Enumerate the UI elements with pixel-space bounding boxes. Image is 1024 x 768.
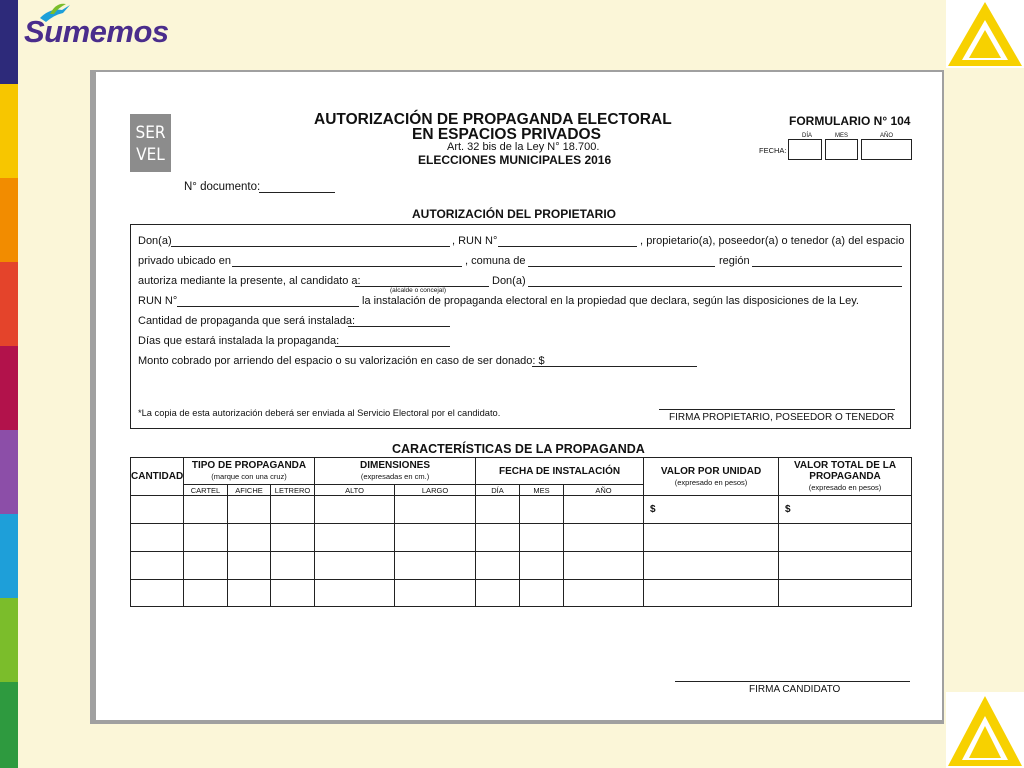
sumemos-logo: Sumemos: [24, 14, 169, 49]
line1-don: Don(a): [138, 235, 172, 247]
amount-field[interactable]: [532, 366, 697, 367]
col-fecha: FECHA DE INSTALACIÓN: [476, 458, 644, 485]
line3-don: Don(a): [492, 275, 526, 287]
owner-section-title: AUTORIZACIÓN DEL PROPIETARIO: [412, 207, 617, 221]
col-cartel: CARTEL: [184, 485, 228, 496]
copy-note: *La copia de esta autorización deberá ser enviada al Servicio Electoral por el candidato.: [138, 408, 501, 418]
form-title-2: EN ESPACIOS PRIVADOS: [412, 126, 601, 143]
line1-owner: , propietario(a), poseedor(a) o tenedor (a) del espacio: [640, 235, 905, 247]
col-cantidad: CANTIDAD: [131, 458, 184, 496]
table-row: [131, 552, 912, 580]
line1-run: , RUN N°: [452, 235, 498, 247]
date-day-box[interactable]: [788, 139, 822, 160]
col-mes: MES: [520, 485, 564, 496]
doc-number-label: N° documento:: [184, 181, 261, 193]
form-title-1: AUTORIZACIÓN DE PROPAGANDA ELECTORAL: [314, 111, 672, 128]
comuna-field[interactable]: [528, 266, 715, 267]
bottom-right-triangle-icon: [946, 692, 1024, 768]
line4-run: RUN N°: [138, 295, 178, 307]
table-row: [131, 524, 912, 552]
col-dimensiones: DIMENSIONES (expresadas en cm.): [315, 458, 476, 485]
date-month-box[interactable]: [825, 139, 858, 160]
candidate-signature-label: FIRMA CANDIDATO: [749, 684, 841, 695]
election-title: ELECCIONES MUNICIPALES 2016: [418, 153, 612, 167]
form-number: FORMULARIO N° 104: [789, 114, 911, 128]
owner-signature-line[interactable]: [659, 409, 895, 410]
doc-number-field[interactable]: [259, 192, 335, 193]
col-largo: LARGO: [395, 485, 476, 496]
date-month-label: MES: [835, 133, 849, 139]
total-value-cell[interactable]: $: [779, 496, 912, 524]
col-dia: DÍA: [476, 485, 520, 496]
candidate-name-field[interactable]: [528, 286, 902, 287]
address-field[interactable]: [232, 266, 462, 267]
line2-comuna: , comuna de: [465, 255, 526, 267]
unit-value-cell[interactable]: $: [644, 496, 779, 524]
owner-name-field[interactable]: [171, 246, 450, 247]
date-year-label: AÑO: [880, 133, 894, 139]
line7-amount: Monto cobrado por arriendo del espacio o su valorización en caso de ser donado: $: [138, 355, 545, 367]
col-afiche: AFICHE: [228, 485, 271, 496]
col-valor-unidad: VALOR POR UNIDAD (expresado en pesos): [644, 458, 779, 496]
col-anio: AÑO: [564, 485, 644, 496]
table-row: [131, 496, 912, 524]
date-day-label: DÍA: [802, 133, 813, 139]
quantity-field[interactable]: [348, 326, 450, 327]
col-tipo: TIPO DE PROPAGANDA (marque con una cruz): [184, 458, 315, 485]
law-reference: Art. 32 bis de la Ley N° 18.700.: [447, 141, 600, 153]
owner-signature-label: FIRMA PROPIETARIO, POSEEDOR O TENEDOR: [669, 412, 895, 423]
line2-address: privado ubicado en: [138, 255, 231, 267]
col-alto: ALTO: [315, 485, 395, 496]
line5-quantity: Cantidad de propaganda que será instalada:: [138, 315, 356, 327]
date-label: FECHA:: [759, 146, 787, 155]
line2-region: región: [719, 255, 750, 267]
owner-run-field[interactable]: [498, 246, 637, 247]
col-valor-total: VALOR TOTAL DE LA PROPAGANDA (expresado en pesos): [779, 458, 912, 496]
table-row: [131, 580, 912, 607]
characteristics-title: CARACTERÍSTICAS DE LA PROPAGANDA: [392, 442, 645, 456]
characteristics-table: [130, 457, 912, 607]
date-year-box[interactable]: [861, 139, 912, 160]
candidate-signature-line[interactable]: [675, 681, 910, 682]
days-field[interactable]: [335, 346, 450, 347]
candidate-type-hint: (alcalde o concejal): [390, 287, 447, 294]
line4-text: la instalación de propaganda electoral en la propiedad que declara, según las disposiciones de la Ley.: [362, 295, 859, 307]
line6-days: Días que estará instalada la propaganda:: [138, 335, 340, 347]
candidate-run-field[interactable]: [177, 306, 359, 307]
color-stripes: [0, 0, 18, 768]
line3-candidate: autoriza mediante la presente, al candidato a:: [138, 275, 361, 287]
servel-logo: SER VEL: [130, 114, 171, 172]
col-letrero: LETRERO: [271, 485, 315, 496]
top-right-triangle-icon: [946, 0, 1024, 68]
region-field[interactable]: [752, 266, 902, 267]
